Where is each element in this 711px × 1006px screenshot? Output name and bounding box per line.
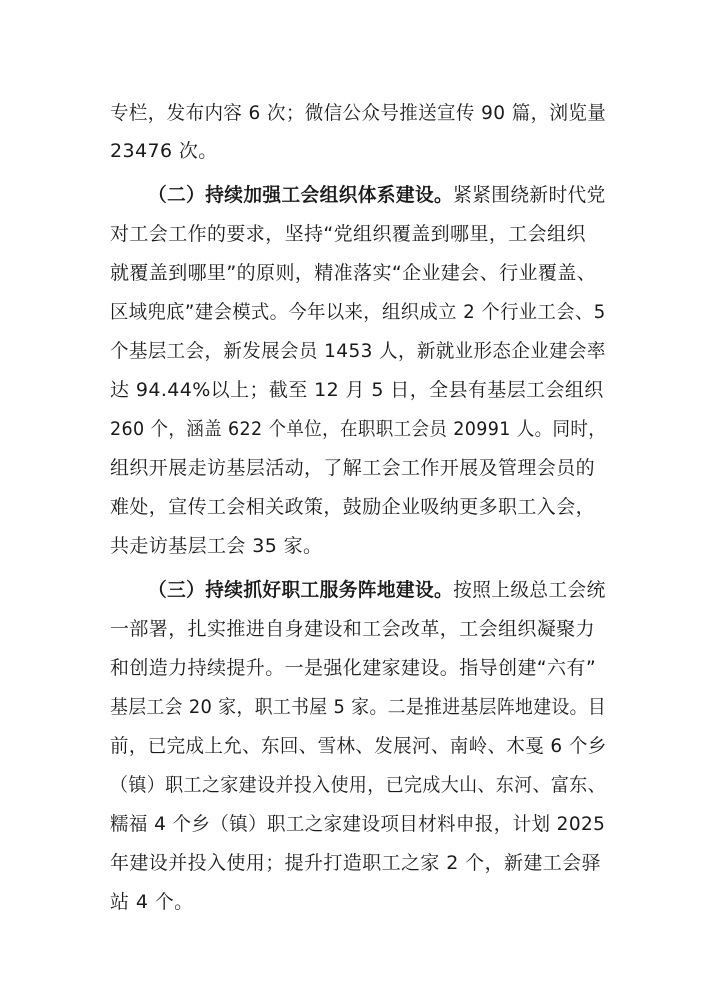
text-line [110, 139, 218, 163]
text-line [110, 734, 607, 758]
section-heading-line [148, 578, 606, 602]
text-line [110, 417, 606, 441]
line-text: 个基层工会，新发展会员 1453 人，新就业形态企业建会率 [110, 340, 606, 362]
line-text: 紧紧围绕新时代党 [453, 184, 606, 206]
line-text: 共走访基层工会 35 家。 [110, 535, 323, 557]
text-line [110, 261, 596, 285]
text-line [110, 101, 606, 125]
text-line [110, 495, 595, 519]
section-heading-2: （二）持续加强工会组织体系建设。 [148, 184, 454, 206]
section-heading-line [148, 183, 606, 207]
line-text: 难处，宣传工会相关政策，鼓励企业吸纳更多职工入会， [110, 496, 596, 518]
text-line [110, 339, 606, 363]
line-text: 基层工会 20 家，职工书屋 5 家。二是推进基层阵地建设。目 [110, 696, 607, 718]
text-line [110, 851, 601, 875]
text-line [110, 534, 322, 558]
line-text: 一部署，扎实推进自身建设和工会改革，工会组织凝聚力 [110, 618, 596, 640]
line-text: 就覆盖到哪里”的原则，精准落实“企业建会、行业覆盖、 [110, 262, 597, 284]
text-line [110, 812, 605, 836]
line-text: 达 94.44%以上；截至 12 月 5 日，全县有基层工会组织 [110, 379, 604, 401]
text-line [110, 656, 596, 680]
text-line [110, 222, 586, 246]
line-text: 站 4 个。 [110, 891, 194, 913]
line-text: 年建设并投入使用；提升打造职工之家 2 个，新建工会驿 [110, 852, 601, 874]
line-text: 前，已完成上允、东回、雪林、发展河、南岭、木戛 6 个乡 [110, 735, 607, 757]
text-line [110, 695, 606, 719]
line-text: 按照上级总工会统 [453, 579, 606, 601]
section-heading-3: （三）持续抓好职工服务阵地建设。 [148, 579, 454, 601]
line-text: 和创造力持续提升。一是强化建家建设。指导创建“六有” [110, 657, 597, 679]
line-text: 糯福 4 个乡（镇）职工之家建设项目材料申报，计划 2025 [110, 813, 606, 835]
line-text: 专栏，发布内容 6 次；微信公众号推送宣传 90 篇，浏览量 [110, 102, 607, 124]
line-text: 260 个，涵盖 622 个单位，在职职工会员 20991 人。同时， [110, 418, 607, 440]
text-line [110, 773, 606, 797]
line-text: 对工会工作的要求，坚持“党组织覆盖到哪里，工会组织 [110, 223, 586, 245]
line-text: （镇）职工之家建设并投入使用，已完成大山、东河、富东、 [110, 774, 607, 796]
text-line [110, 890, 194, 914]
line-text: 组织开展走访基层活动，了解工会工作开展及管理会员的 [110, 457, 596, 479]
text-line [110, 378, 604, 402]
line-text: 23476 次。 [110, 140, 218, 162]
line-text: 区域兜底”建会模式。今年以来，组织成立 2 个行业工会、5 [110, 301, 606, 323]
text-line [110, 617, 595, 641]
text-line [110, 300, 606, 324]
text-line [110, 456, 595, 480]
